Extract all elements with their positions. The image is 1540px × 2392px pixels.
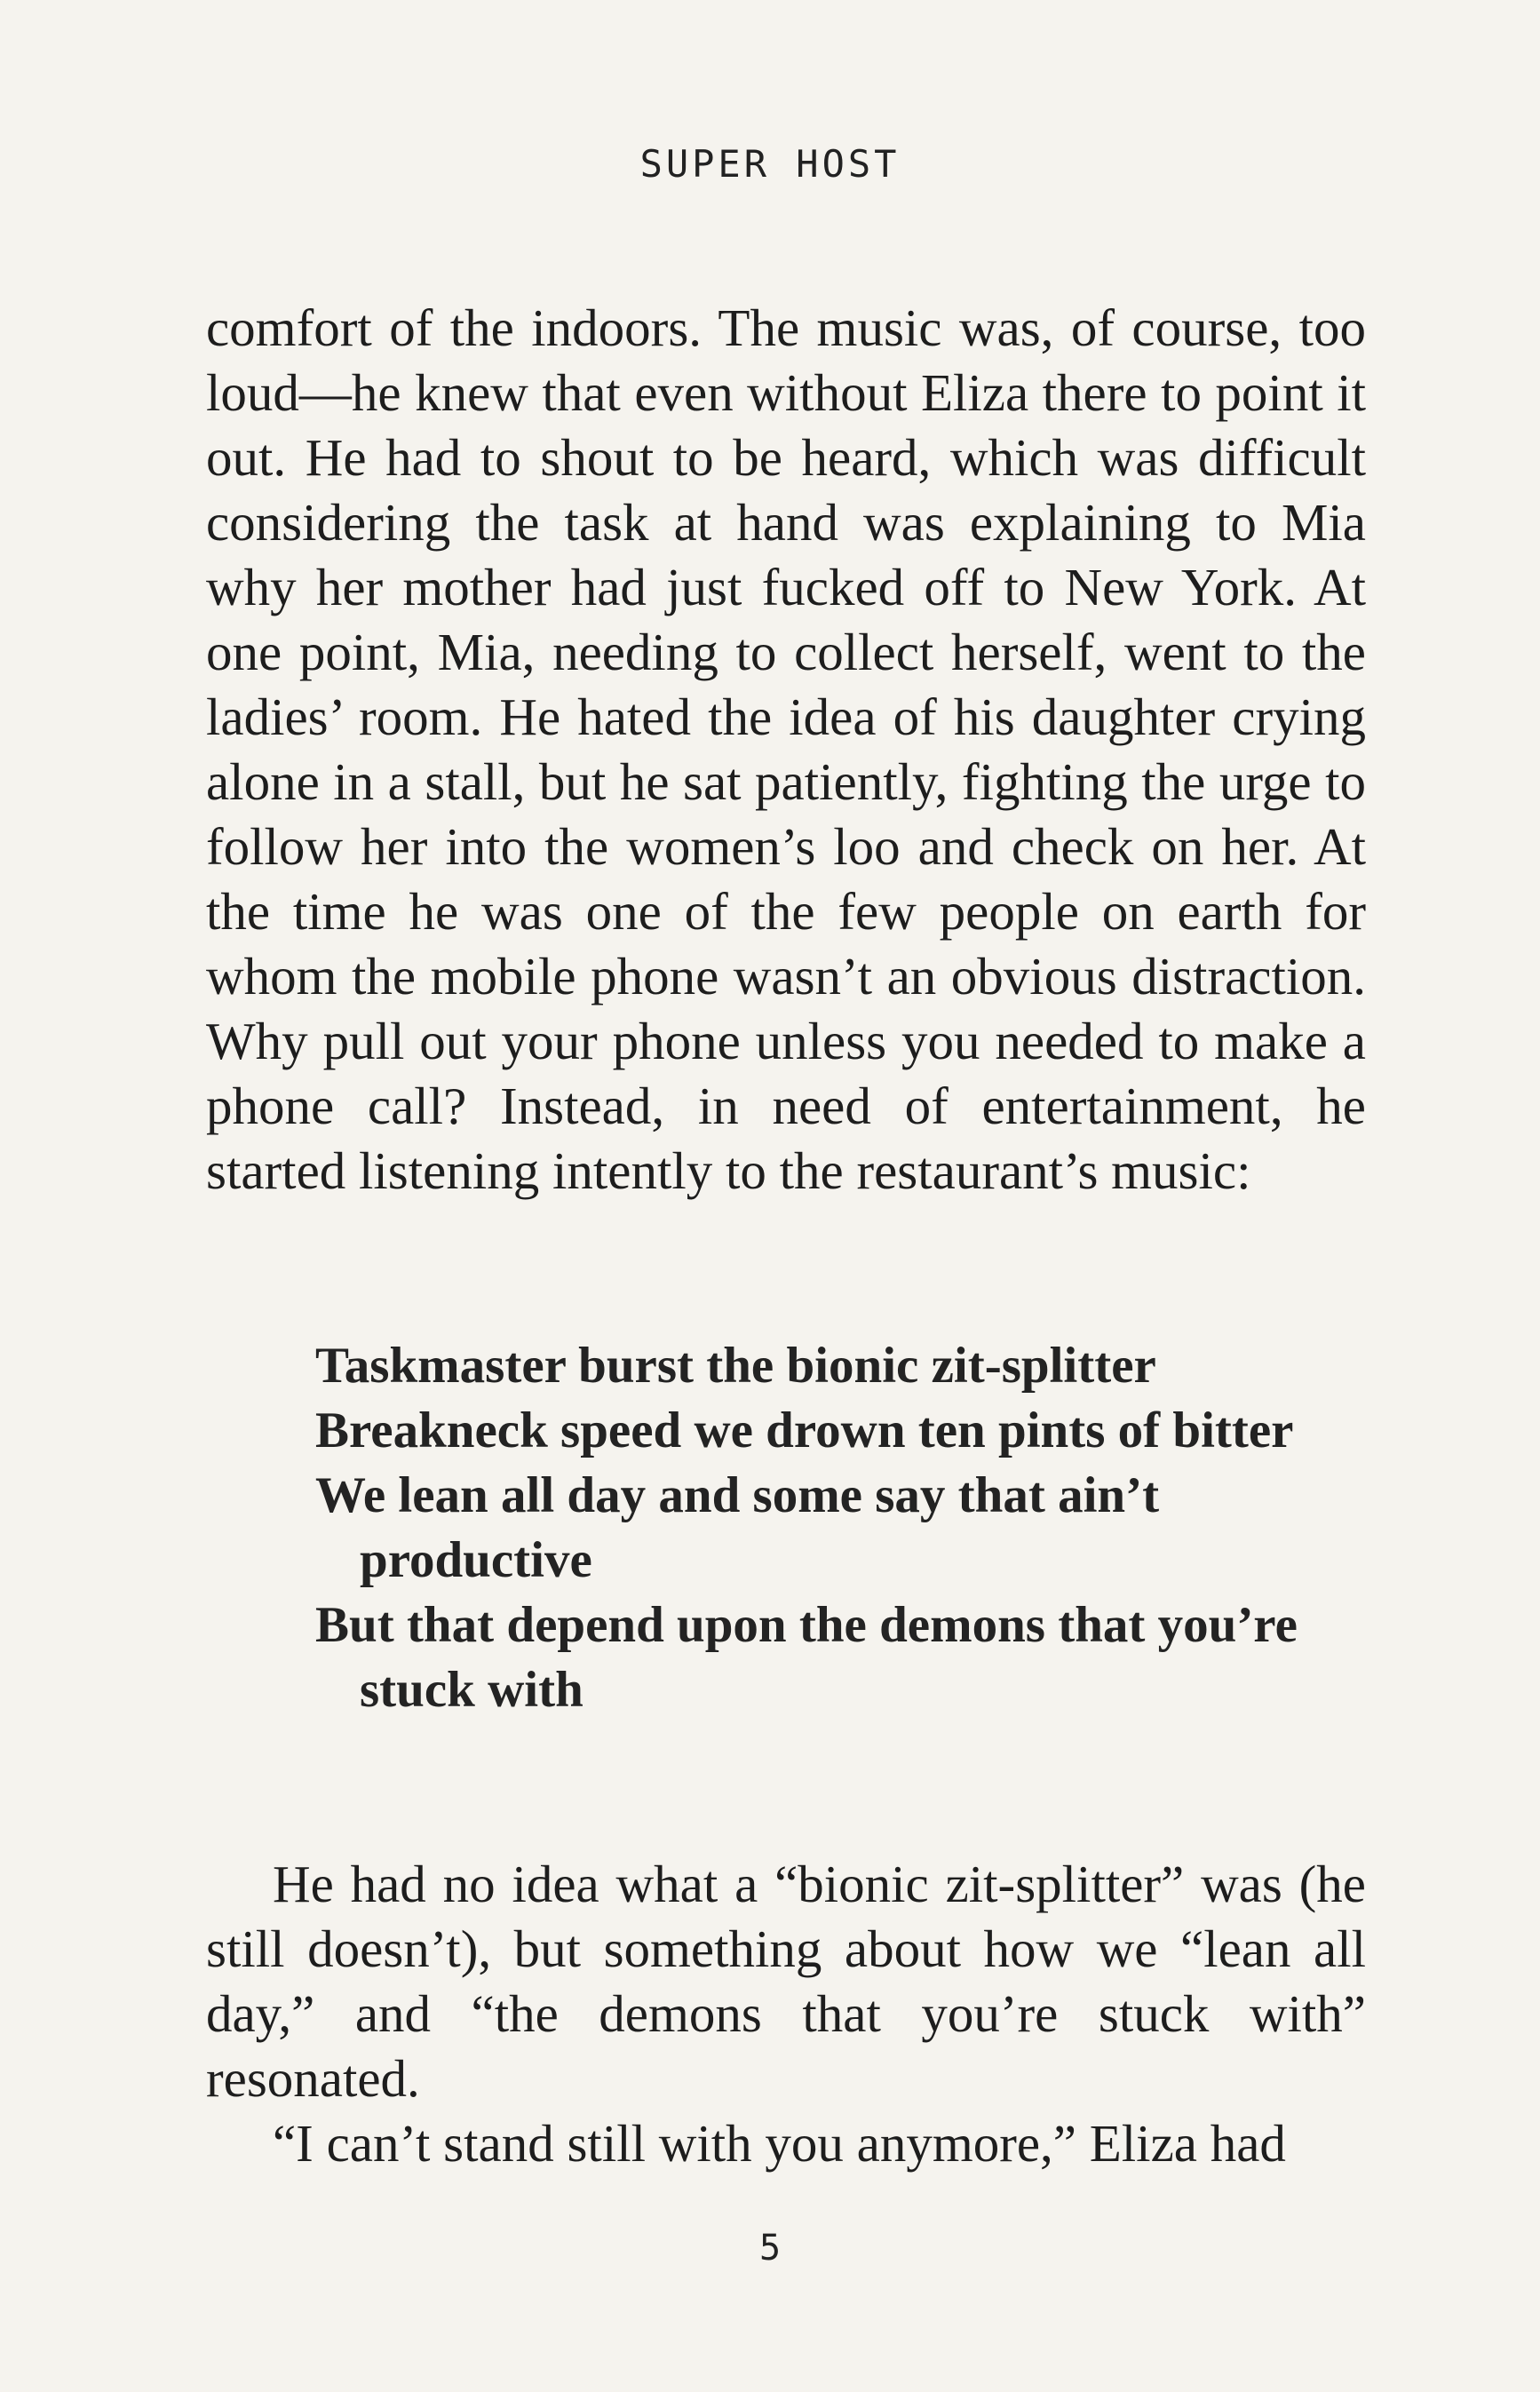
paragraph-1-text: comfort of the indoors. The music was, of course, too loud—he knew that even without Eliza there to point it out. He had to shout to be heard, which was difficult considering the task at hand was explaining to Mia why her mother had just fucked off to New York. At one point, Mia, needing to collect herself, went to the ladies’ room. He hated the idea of his daughter crying alone in a stall, but he sat patiently, fighting the urge to follow her into the women’s loo and check on her. At the time he was one of the few people on earth for whom the mobile phone wasn’t an obvious distraction. Why pull out your phone unless you needed to make a phone call? Instead, in need of entertainment, he started listening intently to the restaurant’s music: bbox=[206, 298, 1366, 1200]
paragraph-2 bbox=[206, 1852, 1366, 2111]
lyric-line-1: Taskmaster burst the bionic zit-splitter bbox=[315, 1338, 1156, 1394]
song-lyrics bbox=[315, 1333, 1337, 1722]
paragraph-1 bbox=[206, 296, 1366, 1204]
lyric-line-2: Breakneck speed we drown ten pints of bitter bbox=[315, 1403, 1294, 1458]
lyric-line-3: We lean all day and some say that ain’t productive bbox=[315, 1467, 1160, 1588]
paragraph-2-text: He had no idea what a “bionic zit-splitter” was (he still doesn’t), but something about how we “lean all day,” and “the demons that you’re stuck with” resonated. bbox=[206, 1855, 1366, 2108]
lyric-line-4: But that depend upon the demons that you’re stuck with bbox=[315, 1597, 1298, 1718]
page-number: 5 bbox=[758, 2228, 782, 2269]
paragraph-3 bbox=[206, 2111, 1366, 2176]
running-head: SUPER HOST bbox=[639, 142, 901, 186]
paragraph-3-text: “I can’t stand still with you anymore,” Eliza had bbox=[273, 2114, 1286, 2173]
